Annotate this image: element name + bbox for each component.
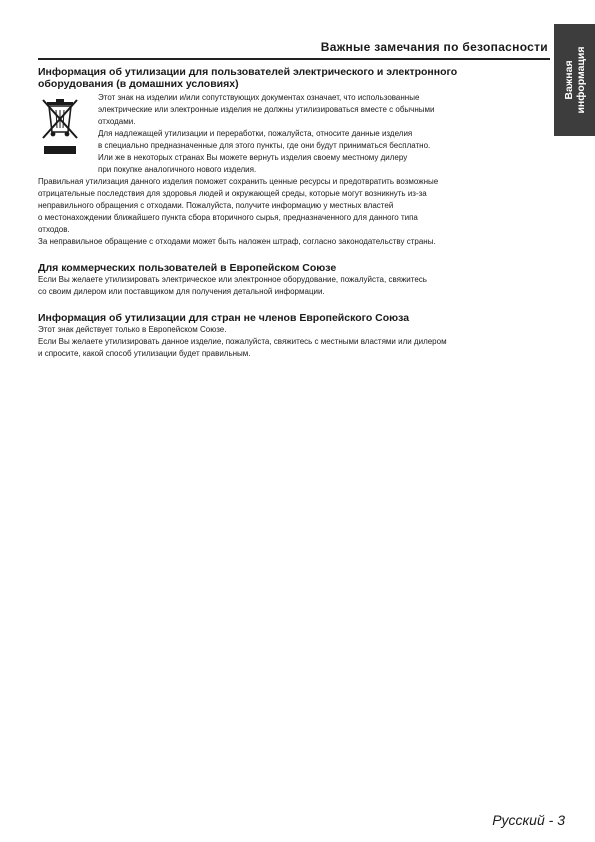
- text-line: со своим дилером или поставщиком для получения детальной информации.: [38, 287, 325, 296]
- section3-body-text: [38, 324, 550, 360]
- section1-heading: [38, 66, 550, 90]
- text-line: Если Вы желаете утилизировать электрическое или электронное оборудование, пожалуйста, свяжитесь: [38, 275, 427, 284]
- page-header-title: Важные замечания по безопасности: [320, 40, 548, 54]
- page-header: [38, 38, 550, 60]
- crossed-out-wheeled-bin-icon: [38, 96, 82, 158]
- text-line: отходов.: [38, 225, 70, 234]
- spacer: [38, 248, 550, 262]
- text-line: Или же в некоторых странах Вы можете вернуть изделия своему местному дилеру: [98, 153, 408, 162]
- section3-heading: Информация об утилизации для стран не членов Европейского Союза: [38, 312, 410, 324]
- side-tab-label-line2: информация: [574, 46, 587, 114]
- text-line: и спросите, какой способ утилизации будет правильным.: [38, 349, 251, 358]
- text-line: Правильная утилизация данного изделия поможет сохранить ценные ресурсы и предотвратить возможные: [38, 177, 439, 186]
- section1-icon-block: [38, 92, 550, 176]
- text-line: отходами.: [98, 117, 136, 126]
- text-line: Этот знак действует только в Европейском Союзе.: [38, 325, 227, 334]
- text-line: За неправильное обращение с отходами может быть наложен штраф, согласно законодательству страны.: [38, 237, 436, 246]
- footer-page-number: 3: [557, 812, 565, 828]
- section1-heading-line2: оборудования (в домашних условиях): [38, 78, 239, 90]
- text-line: электрические или электронные изделия не должны утилизироваться вместе с обычными: [98, 105, 435, 114]
- spacer: [38, 298, 550, 312]
- section1-indented-text: [98, 92, 550, 176]
- section1-heading-line1: Информация об утилизации для пользователей электрического и электронного: [38, 66, 458, 78]
- text-line: отрицательные последствия для здоровья людей и окружающей среды, которые могут возникнуть из-за: [38, 189, 427, 198]
- side-tab: [554, 24, 595, 136]
- section2-body-text: [38, 274, 550, 298]
- text-line: Для надлежащей утилизации и переработки, пожалуйста, относите данные изделия: [98, 129, 413, 138]
- section2-heading: Для коммерческих пользователей в Европейском Союзе: [38, 262, 337, 274]
- page-footer: [492, 812, 565, 828]
- section1-body-text: [38, 176, 550, 248]
- side-tab-label: [563, 25, 587, 135]
- text-line: неправильного обращения с отходами. Пожалуйста, получите информацию у местных властей: [38, 201, 394, 210]
- footer-separator: -: [544, 812, 558, 828]
- text-line: о местонахождении ближайшего пункта сбора вторичного сырья, предназначенного для данного типа: [38, 213, 418, 222]
- text-line: Если Вы желаете утилизировать данное изделие, пожалуйста, свяжитесь с местными властями или дилером: [38, 337, 447, 346]
- main-content: [38, 66, 550, 360]
- footer-language: Русский: [492, 812, 545, 828]
- text-line: в специально предназначенные для этого пункты, где они будут приниматься бесплатно.: [98, 141, 431, 150]
- side-tab-label-line1: Важная: [562, 60, 575, 100]
- text-line: Этот знак на изделии и/или сопутствующих документах означает, что использованные: [98, 93, 420, 102]
- text-line: при покупке аналогичного нового изделия.: [98, 165, 257, 174]
